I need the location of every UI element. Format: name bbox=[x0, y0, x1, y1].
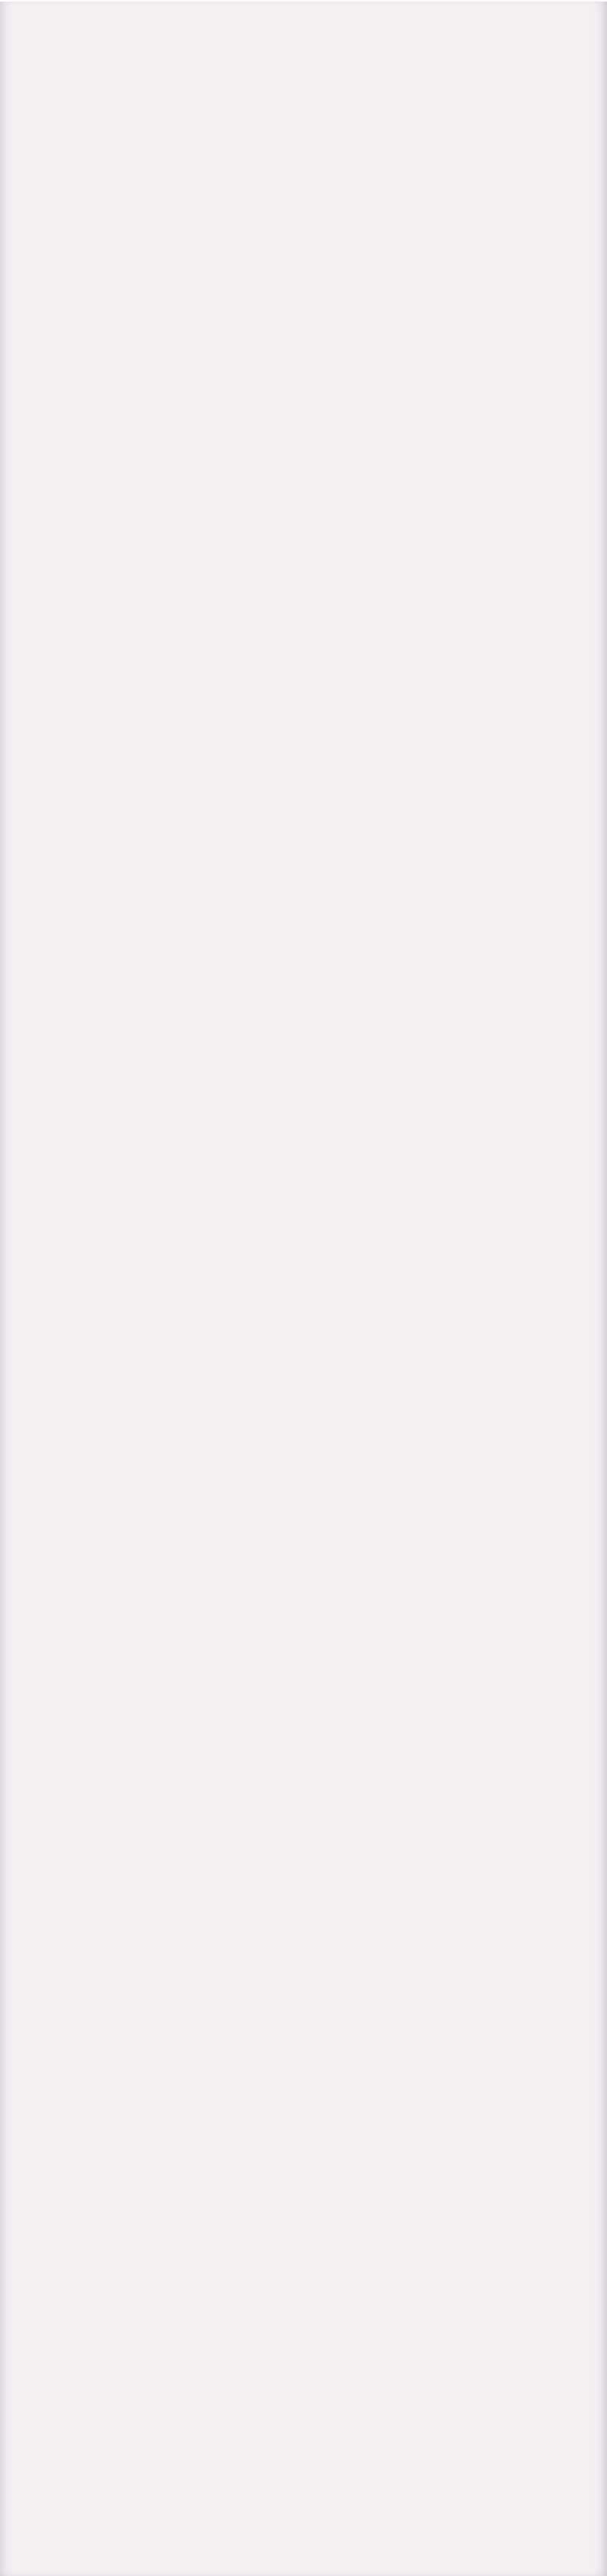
page-3 bbox=[0, 0, 607, 2]
